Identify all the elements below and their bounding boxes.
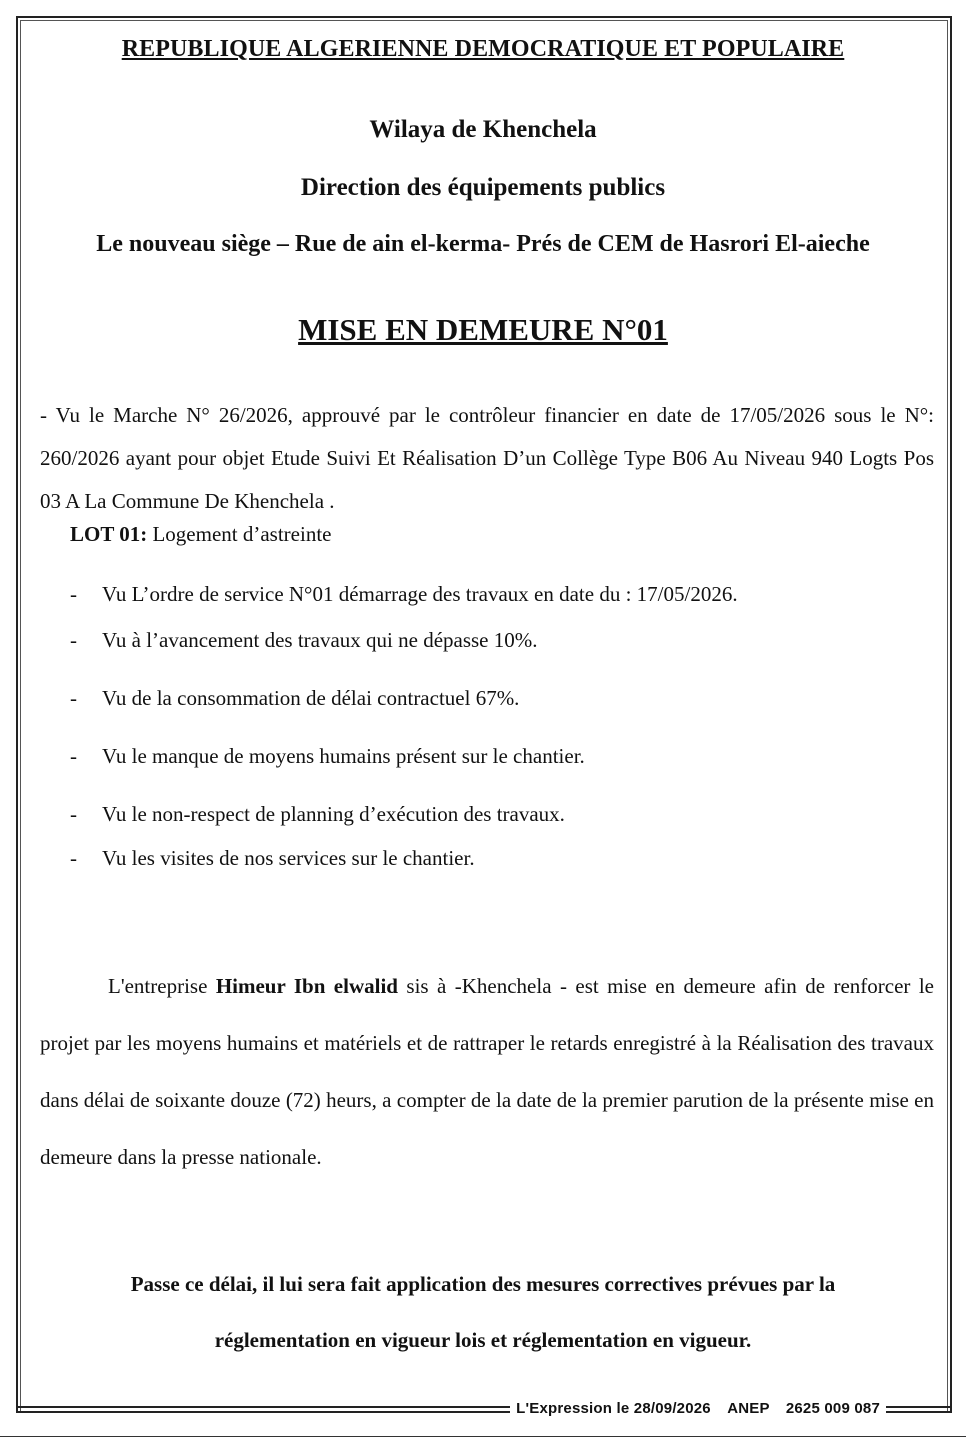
wilaya-heading: Wilaya de Khenchela	[369, 116, 597, 143]
lot-line	[70, 522, 331, 547]
direction-heading: Direction des équipements publics	[300, 174, 666, 201]
lot-value: Logement d’astreinte	[152, 522, 332, 546]
agency-name: ANEP	[727, 1400, 770, 1417]
list-item: - Vu les visites de nos services sur le chantier.	[70, 846, 475, 870]
publication-footer	[510, 1400, 886, 1417]
publication-name: L'Expression le 28/09/2026	[516, 1400, 711, 1417]
list-item-text: Vu L’ordre de service N°01 démarrage des travaux en date du : 17/05/2026.	[102, 582, 738, 606]
closing-line-1: Passe ce délai, il lui sera fait application des mesures correctives prévues par la	[130, 1272, 836, 1296]
list-item: - Vu de la consommation de délai contractuel 67%.	[70, 686, 520, 710]
notice-paragraph	[40, 958, 934, 1186]
list-item-text: Vu le manque de moyens humains présent sur le chantier.	[102, 744, 585, 768]
closing-line-2: réglementation en vigueur lois et réglementation en vigueur.	[214, 1328, 752, 1352]
list-item: - Vu le non-respect de planning d’exécution des travaux.	[70, 802, 565, 826]
list-item-text: Vu de la consommation de délai contractuel 67%.	[102, 686, 520, 710]
notice-text-before: L'entreprise	[108, 974, 216, 998]
reference-number: 2625 009 087	[785, 1400, 880, 1417]
list-item: - Vu le manque de moyens humains présent sur le chantier.	[70, 744, 585, 768]
list-item: - Vu L’ordre de service N°01 démarrage des travaux en date du : 17/05/2026.	[70, 582, 738, 606]
list-item: - Vu à l’avancement des travaux qui ne dépasse 10%.	[70, 628, 538, 652]
document-title: MISE EN DEMEURE N°01	[298, 312, 668, 347]
lot-label: LOT 01:	[70, 522, 148, 546]
republic-heading: REPUBLIQUE ALGERIENNE DEMOCRATIQUE ET POPULAIRE	[121, 36, 845, 62]
intro-paragraph: - Vu le Marche N° 26/2026, approuvé par le contrôleur financier en date de 17/05/2026 sous le N°: 260/2026 ayant pour objet Etude Suivi Et Réalisation D’un Collège Type B06 Au Niveau 940 Logts Pos 03 A La Commune De Khenchela .	[40, 403, 934, 513]
list-item-text: Vu les visites de nos services sur le chantier.	[102, 846, 475, 870]
list-item-text: Vu à l’avancement des travaux qui ne dépasse 10%.	[102, 628, 538, 652]
notice-text-after: sis à -Khenchela - est mise en demeure afin de renforcer le projet par les moyens humains et matériels et de rattraper le retards enregistré à la Réalisation des travaux dans délai de soixante douze (72) heurs, a compter de la date de la premier parution de la présente mise en demeure dans la presse nationale.	[40, 974, 934, 1169]
list-item-text: Vu le non-respect de planning d’exécution des travaux.	[102, 802, 565, 826]
company-name: Himeur Ibn elwalid	[215, 974, 398, 998]
page-bottom-rule	[0, 1436, 966, 1437]
inner-border	[20, 20, 948, 1411]
address-heading: Le nouveau siège – Rue de ain el-kerma- Prés de CEM de Hasrori El-aieche	[96, 231, 870, 257]
